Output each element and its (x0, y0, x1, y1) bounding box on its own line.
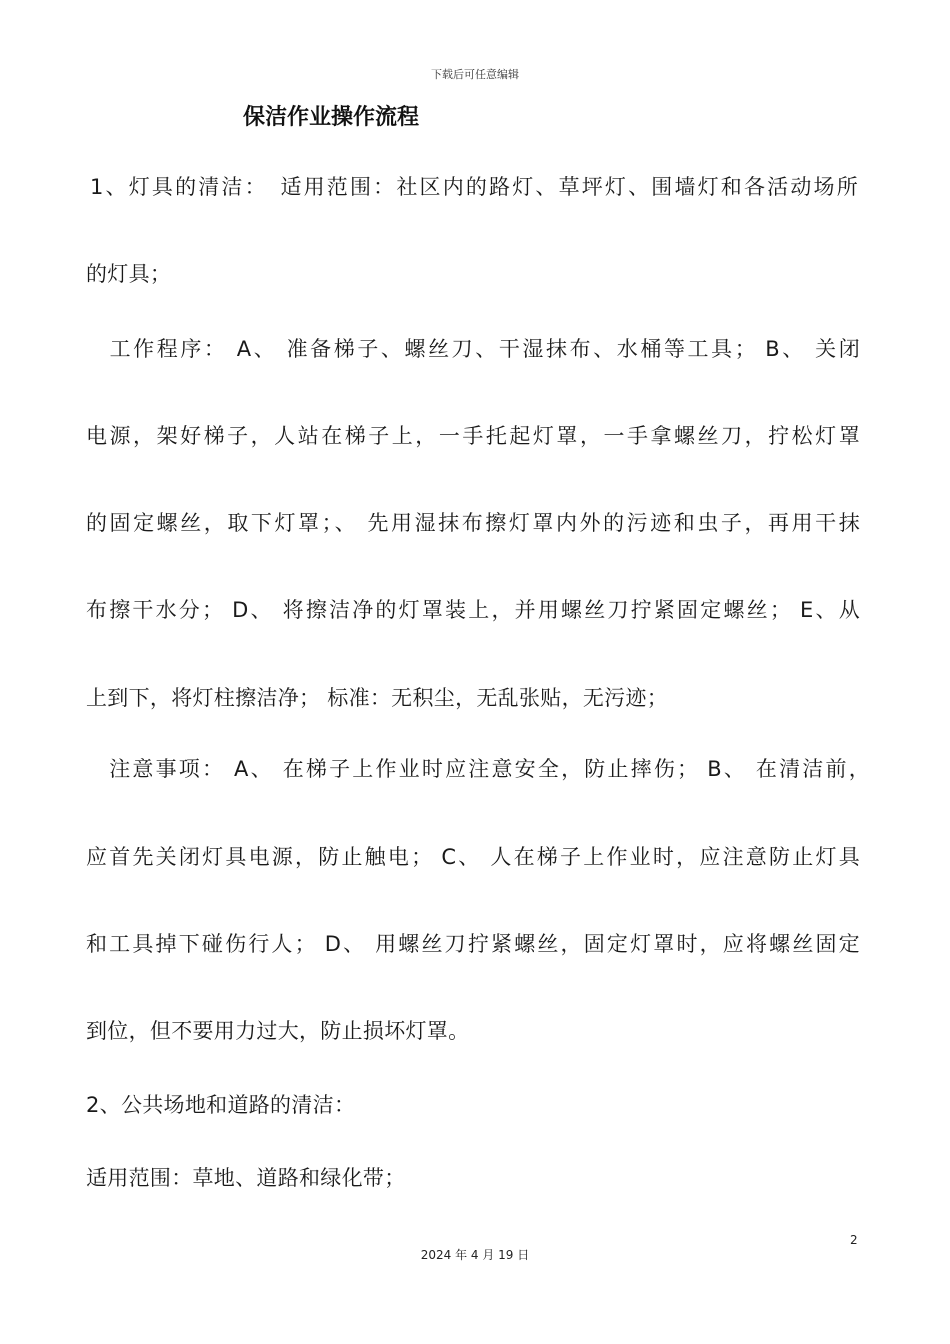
body-line-5: 的固定螺丝，取下灯罩；、 先用湿抹布擦灯罩内外的污迹和虫子，再用干抹 (86, 511, 860, 535)
body-line-9: 应首先关闭灯具电源，防止触电； C、 人在梯子上作业时，应注意防止灯具 (86, 845, 860, 869)
body-line-8: 注意事项： A、 在梯子上作业时应注意安全，防止摔伤； B、 在清洁前， (86, 757, 870, 781)
body-line-1: 1、灯具的清洁： 适用范围：社区内的路灯、草坪灯、围墙灯和各活动场所 (90, 175, 858, 199)
footer-date: 2024 年 4 月 19 日 (420, 1248, 530, 1262)
header-note: 下载后可任意编辑 (431, 68, 519, 81)
page-number: 2 (850, 1233, 858, 1247)
section-heading-2: 2、公共场地和道路的清洁： (86, 1093, 356, 1117)
body-line-3: 工作程序： A、 准备梯子、螺丝刀、干湿抹布、水桶等工具； B、 关闭 (86, 337, 860, 361)
body-line-6: 布擦干水分； D、 将擦洁净的灯罩装上，并用螺丝刀拧紧固定螺丝； E、从 (86, 598, 860, 622)
body-line-13: 适用范围：草地、道路和绿化带； (86, 1166, 406, 1190)
body-line-10: 和工具掉下碰伤行人； D、 用螺丝刀拧紧螺丝，固定灯罩时，应将螺丝固定 (86, 932, 860, 956)
body-line-7: 上到下，将灯柱擦洁净； 标准：无积尘，无乱张贴，无污迹； (86, 686, 669, 710)
body-line-4: 电源，架好梯子，人站在梯子上，一手托起灯罩，一手拿螺丝刀，拧松灯罩 (86, 424, 860, 448)
document-title: 保洁作业操作流程 (243, 105, 420, 130)
body-line-11: 到位，但不要用力过大，防止损坏灯罩。 (86, 1019, 470, 1043)
body-line-2: 的灯具； (86, 262, 172, 286)
